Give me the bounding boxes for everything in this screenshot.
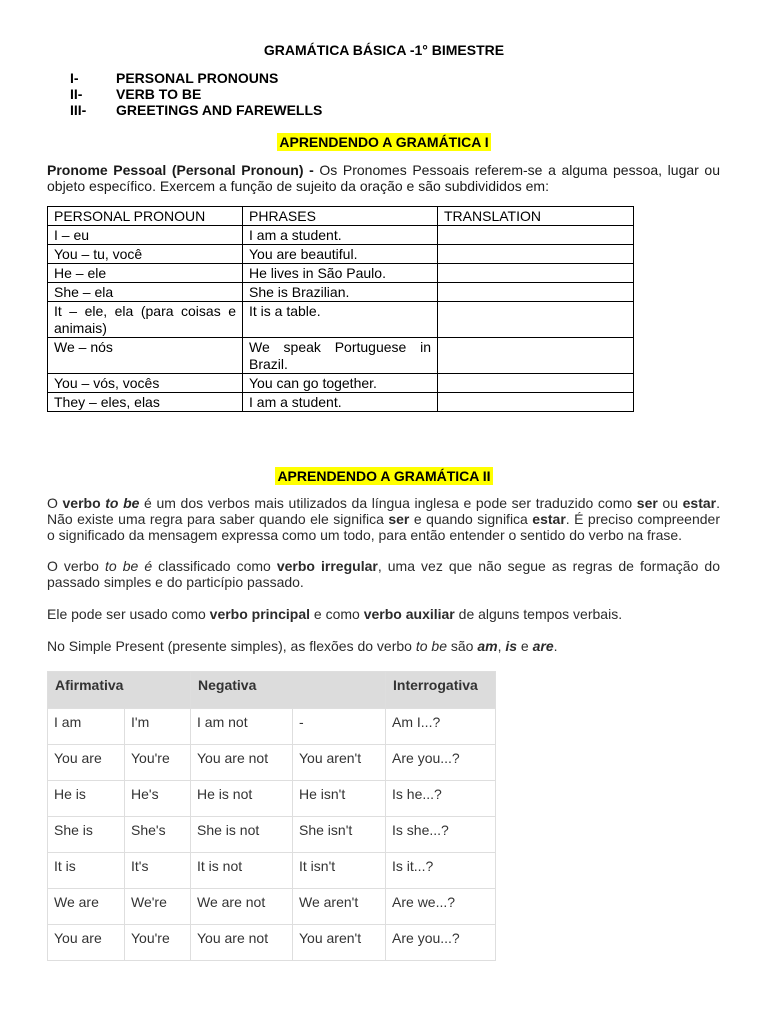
- bold-text-run: verbo irregular: [276, 558, 378, 574]
- highlighted-heading-text: APRENDENDO A GRAMÁTICA I: [279, 134, 489, 150]
- affirmative-cell: He is: [48, 781, 125, 817]
- topic-number: III-: [70, 102, 87, 118]
- personal-pronoun-intro: [47, 162, 720, 194]
- contraction-cell: It's: [125, 853, 191, 889]
- bold-text-run: Pronome Pessoal (Personal Pronoun) -: [47, 162, 314, 178]
- topic-number: II-: [70, 86, 83, 102]
- text-run: de alguns tempos verbais.: [454, 606, 623, 622]
- negative-cell: He is not: [191, 781, 293, 817]
- bold-text-run: estar: [682, 495, 717, 511]
- interrogative-cell: Are you...?: [386, 925, 496, 961]
- phrase-cell: I am a student.: [243, 393, 438, 412]
- topic-label: GREETINGS AND FAREWELLS: [116, 102, 323, 118]
- personal-pronouns-table: [47, 206, 634, 412]
- bold-italic-text-run: is: [505, 638, 518, 654]
- pronoun-cell: He – ele: [48, 264, 243, 283]
- contraction-cell: We're: [125, 889, 191, 925]
- contraction-cell: He's: [125, 781, 191, 817]
- text-run: são: [446, 638, 478, 654]
- bold-italic-text-run: to be: [105, 495, 140, 511]
- topic-item: [70, 70, 322, 86]
- interrogative-cell: Is he...?: [386, 781, 496, 817]
- bold-text-run: estar: [532, 511, 566, 527]
- column-header: PHRASES: [243, 207, 438, 226]
- text-run: Os Pronomes Pessoais referem-se a alguma pessoa, lugar ou objeto específico. Exercem a função de sujeito da oração e são subdivididos em:: [47, 162, 720, 194]
- bold-italic-text-run: am: [477, 638, 498, 654]
- text-run: , uma vez que não segue as regras de formação do passado simples e do particípio passado.: [47, 558, 720, 590]
- pronoun-cell: She – ela: [48, 283, 243, 302]
- text-run: O: [47, 495, 63, 511]
- contraction-cell: I'm: [125, 709, 191, 745]
- interrogative-cell: Are we...?: [386, 889, 496, 925]
- pronoun-cell: We – nós: [48, 338, 243, 374]
- affirmative-cell: She is: [48, 817, 125, 853]
- text-run: classificado como: [152, 558, 277, 574]
- bold-text-run: verbo auxiliar: [363, 606, 455, 622]
- topic-label: VERB TO BE: [116, 86, 202, 102]
- bold-italic-text-run: are: [532, 638, 554, 654]
- negative-contraction-cell: It isn't: [293, 853, 386, 889]
- negative-contraction-cell: You aren't: [293, 745, 386, 781]
- simple-present-paragraph: [47, 638, 720, 654]
- phrase-cell: We speak Portuguese in Brazil.: [243, 338, 438, 374]
- negative-cell: She is not: [191, 817, 293, 853]
- negative-contraction-cell: We aren't: [293, 889, 386, 925]
- table-row: [48, 393, 634, 412]
- table-row: [48, 264, 634, 283]
- column-header-negativa: Negativa: [191, 672, 386, 709]
- negative-cell: I am not: [191, 709, 293, 745]
- negative-contraction-cell: You aren't: [293, 925, 386, 961]
- italic-text-run: to be: [415, 638, 447, 654]
- table-row: [48, 709, 496, 745]
- usage-paragraph: [47, 606, 720, 622]
- negative-cell: You are not: [191, 745, 293, 781]
- translation-cell: [438, 338, 634, 374]
- phrase-cell: You can go together.: [243, 374, 438, 393]
- table-row: [48, 374, 634, 393]
- document-title: GRAMÁTICA BÁSICA -1° BIMESTRE: [263, 42, 505, 58]
- bold-text-run: ser: [636, 495, 658, 511]
- topic-number: I-: [70, 70, 79, 86]
- phrase-cell: It is a table.: [243, 302, 438, 338]
- phrase-cell: She is Brazilian.: [243, 283, 438, 302]
- table-row: [48, 853, 496, 889]
- negative-cell: You are not: [191, 925, 293, 961]
- pronoun-cell: They – eles, elas: [48, 393, 243, 412]
- translation-cell: [438, 283, 634, 302]
- irregular-verb-paragraph: [47, 558, 720, 590]
- table-row: [48, 817, 496, 853]
- table-row: [48, 226, 634, 245]
- pronoun-cell: I – eu: [48, 226, 243, 245]
- interrogative-cell: Are you...?: [386, 745, 496, 781]
- table-row: [48, 745, 496, 781]
- table-row: [48, 302, 634, 338]
- pronoun-cell: It – ele, ela (para coisas e animais): [48, 302, 243, 338]
- text-run: No Simple Present (presente simples), as flexões do verbo: [47, 638, 416, 654]
- text-run: .: [553, 638, 558, 654]
- topic-item: [70, 86, 322, 102]
- table-row: [48, 781, 496, 817]
- bold-text-run: verbo: [62, 495, 106, 511]
- translation-cell: [438, 226, 634, 245]
- text-run: . É preciso compreender o significado da mensagem expressa como um todo, para então entender o sentido do verbo na frase.: [47, 511, 720, 543]
- translation-cell: [438, 374, 634, 393]
- bold-text-run: verbo principal: [209, 606, 311, 622]
- highlighted-heading-text: APRENDENDO A GRAMÁTICA II: [277, 468, 491, 484]
- text-run: e: [517, 638, 533, 654]
- column-header-afirmativa: Afirmativa: [48, 672, 191, 709]
- pronoun-cell: You – vós, vocês: [48, 374, 243, 393]
- negative-cell: We are not: [191, 889, 293, 925]
- negative-contraction-cell: -: [293, 709, 386, 745]
- affirmative-cell: I am: [48, 709, 125, 745]
- affirmative-cell: You are: [48, 925, 125, 961]
- section-heading-2: [0, 468, 768, 484]
- topic-label: PERSONAL PRONOUNS: [116, 70, 279, 86]
- text-run: O verbo: [47, 558, 105, 574]
- table-row: [48, 338, 634, 374]
- affirmative-cell: It is: [48, 853, 125, 889]
- table-row: [48, 925, 496, 961]
- table-row: [48, 245, 634, 264]
- topic-item: [70, 102, 322, 118]
- phrase-cell: You are beautiful.: [243, 245, 438, 264]
- table-header-row: [48, 672, 496, 709]
- negative-contraction-cell: She isn't: [293, 817, 386, 853]
- contraction-cell: You're: [125, 925, 191, 961]
- phrase-cell: He lives in São Paulo.: [243, 264, 438, 283]
- topics-list: [70, 70, 322, 118]
- text-run: e quando significa: [409, 511, 533, 527]
- table-row: [48, 283, 634, 302]
- text-run: . Não existe uma regra para saber quando ele significa: [47, 495, 720, 527]
- phrase-cell: I am a student.: [243, 226, 438, 245]
- affirmative-cell: You are: [48, 745, 125, 781]
- affirmative-cell: We are: [48, 889, 125, 925]
- text-run: ,: [497, 638, 506, 654]
- negative-contraction-cell: He isn't: [293, 781, 386, 817]
- contraction-cell: She's: [125, 817, 191, 853]
- negative-cell: It is not: [191, 853, 293, 889]
- contraction-cell: You're: [125, 745, 191, 781]
- verb-to-be-conjugation-table: [47, 671, 496, 961]
- text-run: Ele pode ser usado como: [47, 606, 210, 622]
- table-row: [48, 889, 496, 925]
- section-heading-1: [0, 134, 768, 150]
- interrogative-cell: Is it...?: [386, 853, 496, 889]
- table-header-row: [48, 207, 634, 226]
- interrogative-cell: Am I...?: [386, 709, 496, 745]
- column-header-interrogativa: Interrogativa: [386, 672, 496, 709]
- translation-cell: [438, 302, 634, 338]
- column-header: PERSONAL PRONOUN: [48, 207, 243, 226]
- text-run: e como: [310, 606, 364, 622]
- pronoun-cell: You – tu, você: [48, 245, 243, 264]
- verb-to-be-paragraph: [47, 495, 720, 543]
- column-header: TRANSLATION: [438, 207, 634, 226]
- italic-text-run: to be é: [105, 558, 153, 574]
- bold-text-run: ser: [388, 511, 410, 527]
- translation-cell: [438, 264, 634, 283]
- translation-cell: [438, 245, 634, 264]
- text-run: ou: [657, 495, 683, 511]
- text-run: é um dos verbos mais utilizados da língua inglesa e pode ser traduzido como: [139, 495, 637, 511]
- interrogative-cell: Is she...?: [386, 817, 496, 853]
- translation-cell: [438, 393, 634, 412]
